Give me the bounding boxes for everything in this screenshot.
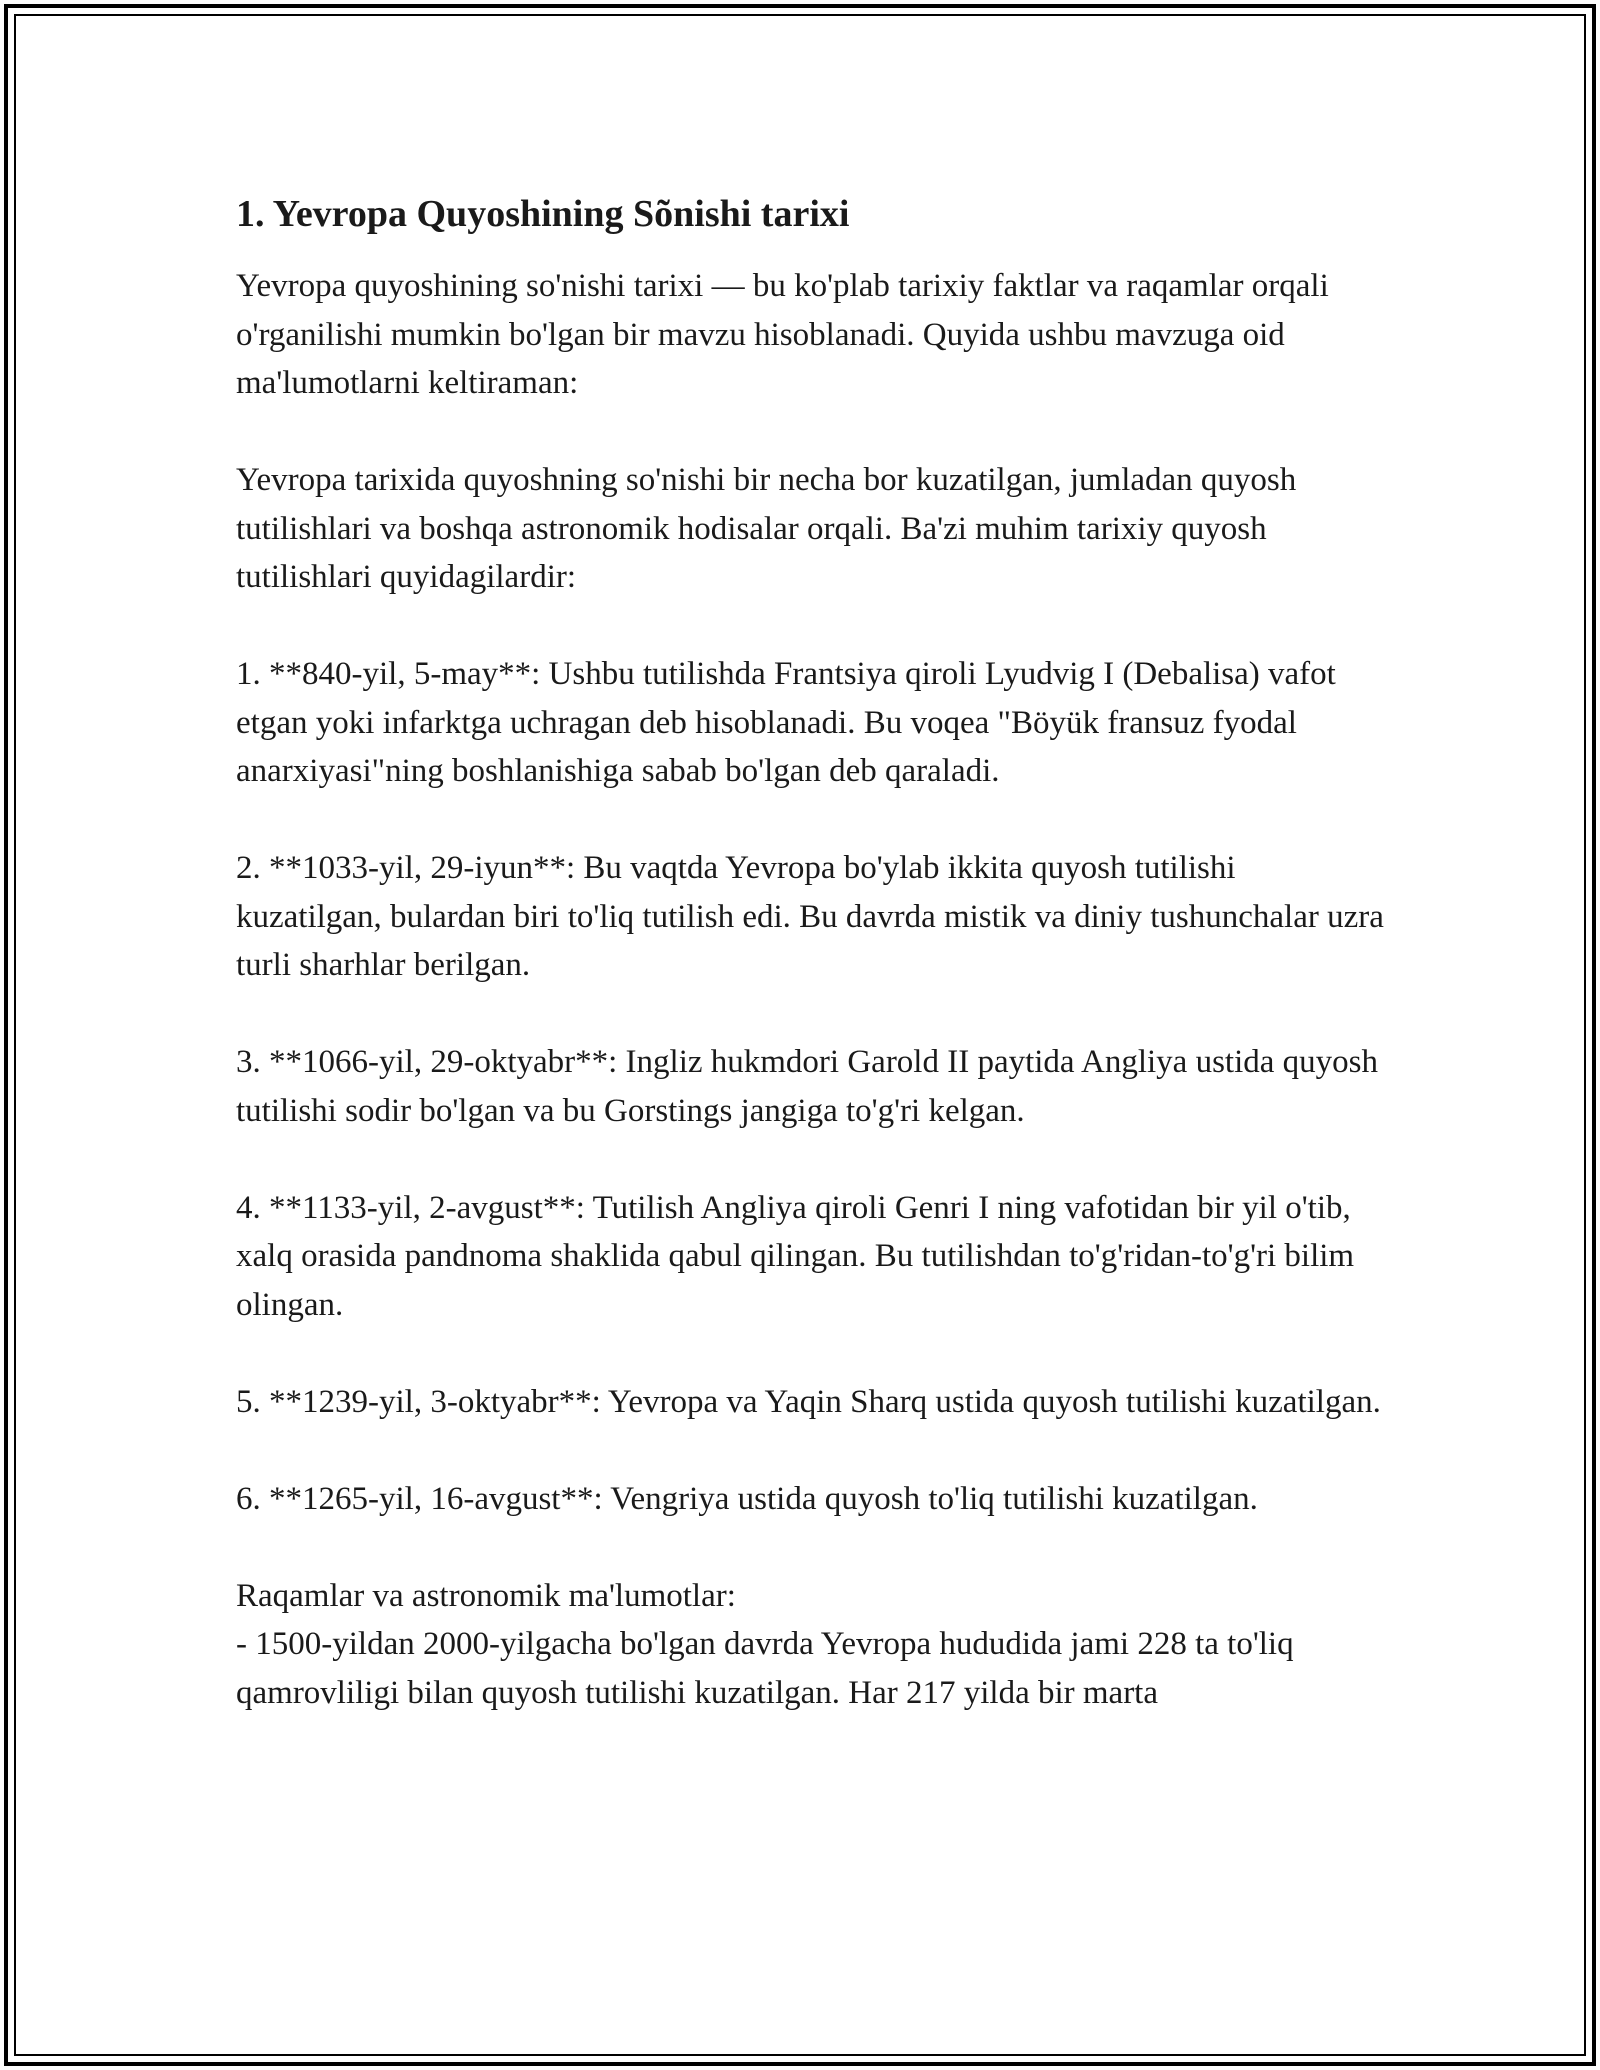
list-item: 1. **840-yil, 5-may**: Ushbu tutilishda Frantsiya qiroli Lyudvig I (Debalisa) vafot etgan yoki infarktga uchragan deb hisoblanadi. Bu voqea "Böyük fransuz fyodal anarxiyasi"ning boshlanishiga sabab bo'lgan deb qaraladi. <box>236 656 1336 789</box>
context-paragraph: Yevropa tarixida quyoshning so'nishi bir necha bor kuzatilgan, jumladan quyosh tutilishlari va boshqa astronomik hodisalar orqali. Ba'zi muhim tarixiy quyosh tutilishlari quyidagilardir: <box>236 462 1297 595</box>
list-item: 5. **1239-yil, 3-oktyabr**: Yevropa va Yaqin Sharq ustida quyosh tutilishi kuzatilgan. <box>236 1383 1381 1420</box>
document-title: 1. Yevropa Quyoshining Sõnishi tarixi <box>236 193 850 235</box>
stats-heading: Raqamlar va astronomik ma'lumotlar: <box>236 1577 736 1614</box>
intro-paragraph: Yevropa quyoshining so'nishi tarixi — bu ko'plab tarixiy faktlar va raqamlar orqali o'rganilishi mumkin bo'lgan bir mavzu hisoblanadi. Quyida ushbu mavzuga oid ma'lumotlarni keltiraman: <box>236 268 1329 401</box>
list-item: 2. **1033-yil, 29-iyun**: Bu vaqtda Yevropa bo'ylab ikkita quyosh tutilishi kuzatilgan, bulardan biri to'liq tutilish edi. Bu davrda mistik va diniy tushunchalar uzra turli sharhlar berilgan. <box>236 850 1384 983</box>
list-item: 3. **1066-yil, 29-oktyabr**: Ingliz hukmdori Garold II paytida Angliya ustida quyosh tutilishi sodir bo'lgan va bu Gorstings jangiga to'g'ri kelgan. <box>236 1044 1378 1129</box>
list-item: 4. **1133-yil, 2-avgust**: Tutilish Angliya qiroli Genri I ning vafotidan bir yil o'tib, xalq orasida pandnoma shaklida qabul qilingan. Bu tutilishdan to'g'ridan-to'g'ri bilim olingan. <box>236 1189 1355 1323</box>
document-body <box>236 186 1386 1717</box>
stats-line: - 1500-yildan 2000-yilgacha bo'lgan davrda Yevropa hududida jami 228 ta to'liq qamrovliligi bilan quyosh tutilishi kuzatilgan. Har 217 yilda bir marta <box>236 1626 1294 1711</box>
document-text <box>236 262 1386 1717</box>
list-item: 6. **1265-yil, 16-avgust**: Vengriya ustida quyosh to'liq tutilishi kuzatilgan. <box>236 1480 1258 1517</box>
